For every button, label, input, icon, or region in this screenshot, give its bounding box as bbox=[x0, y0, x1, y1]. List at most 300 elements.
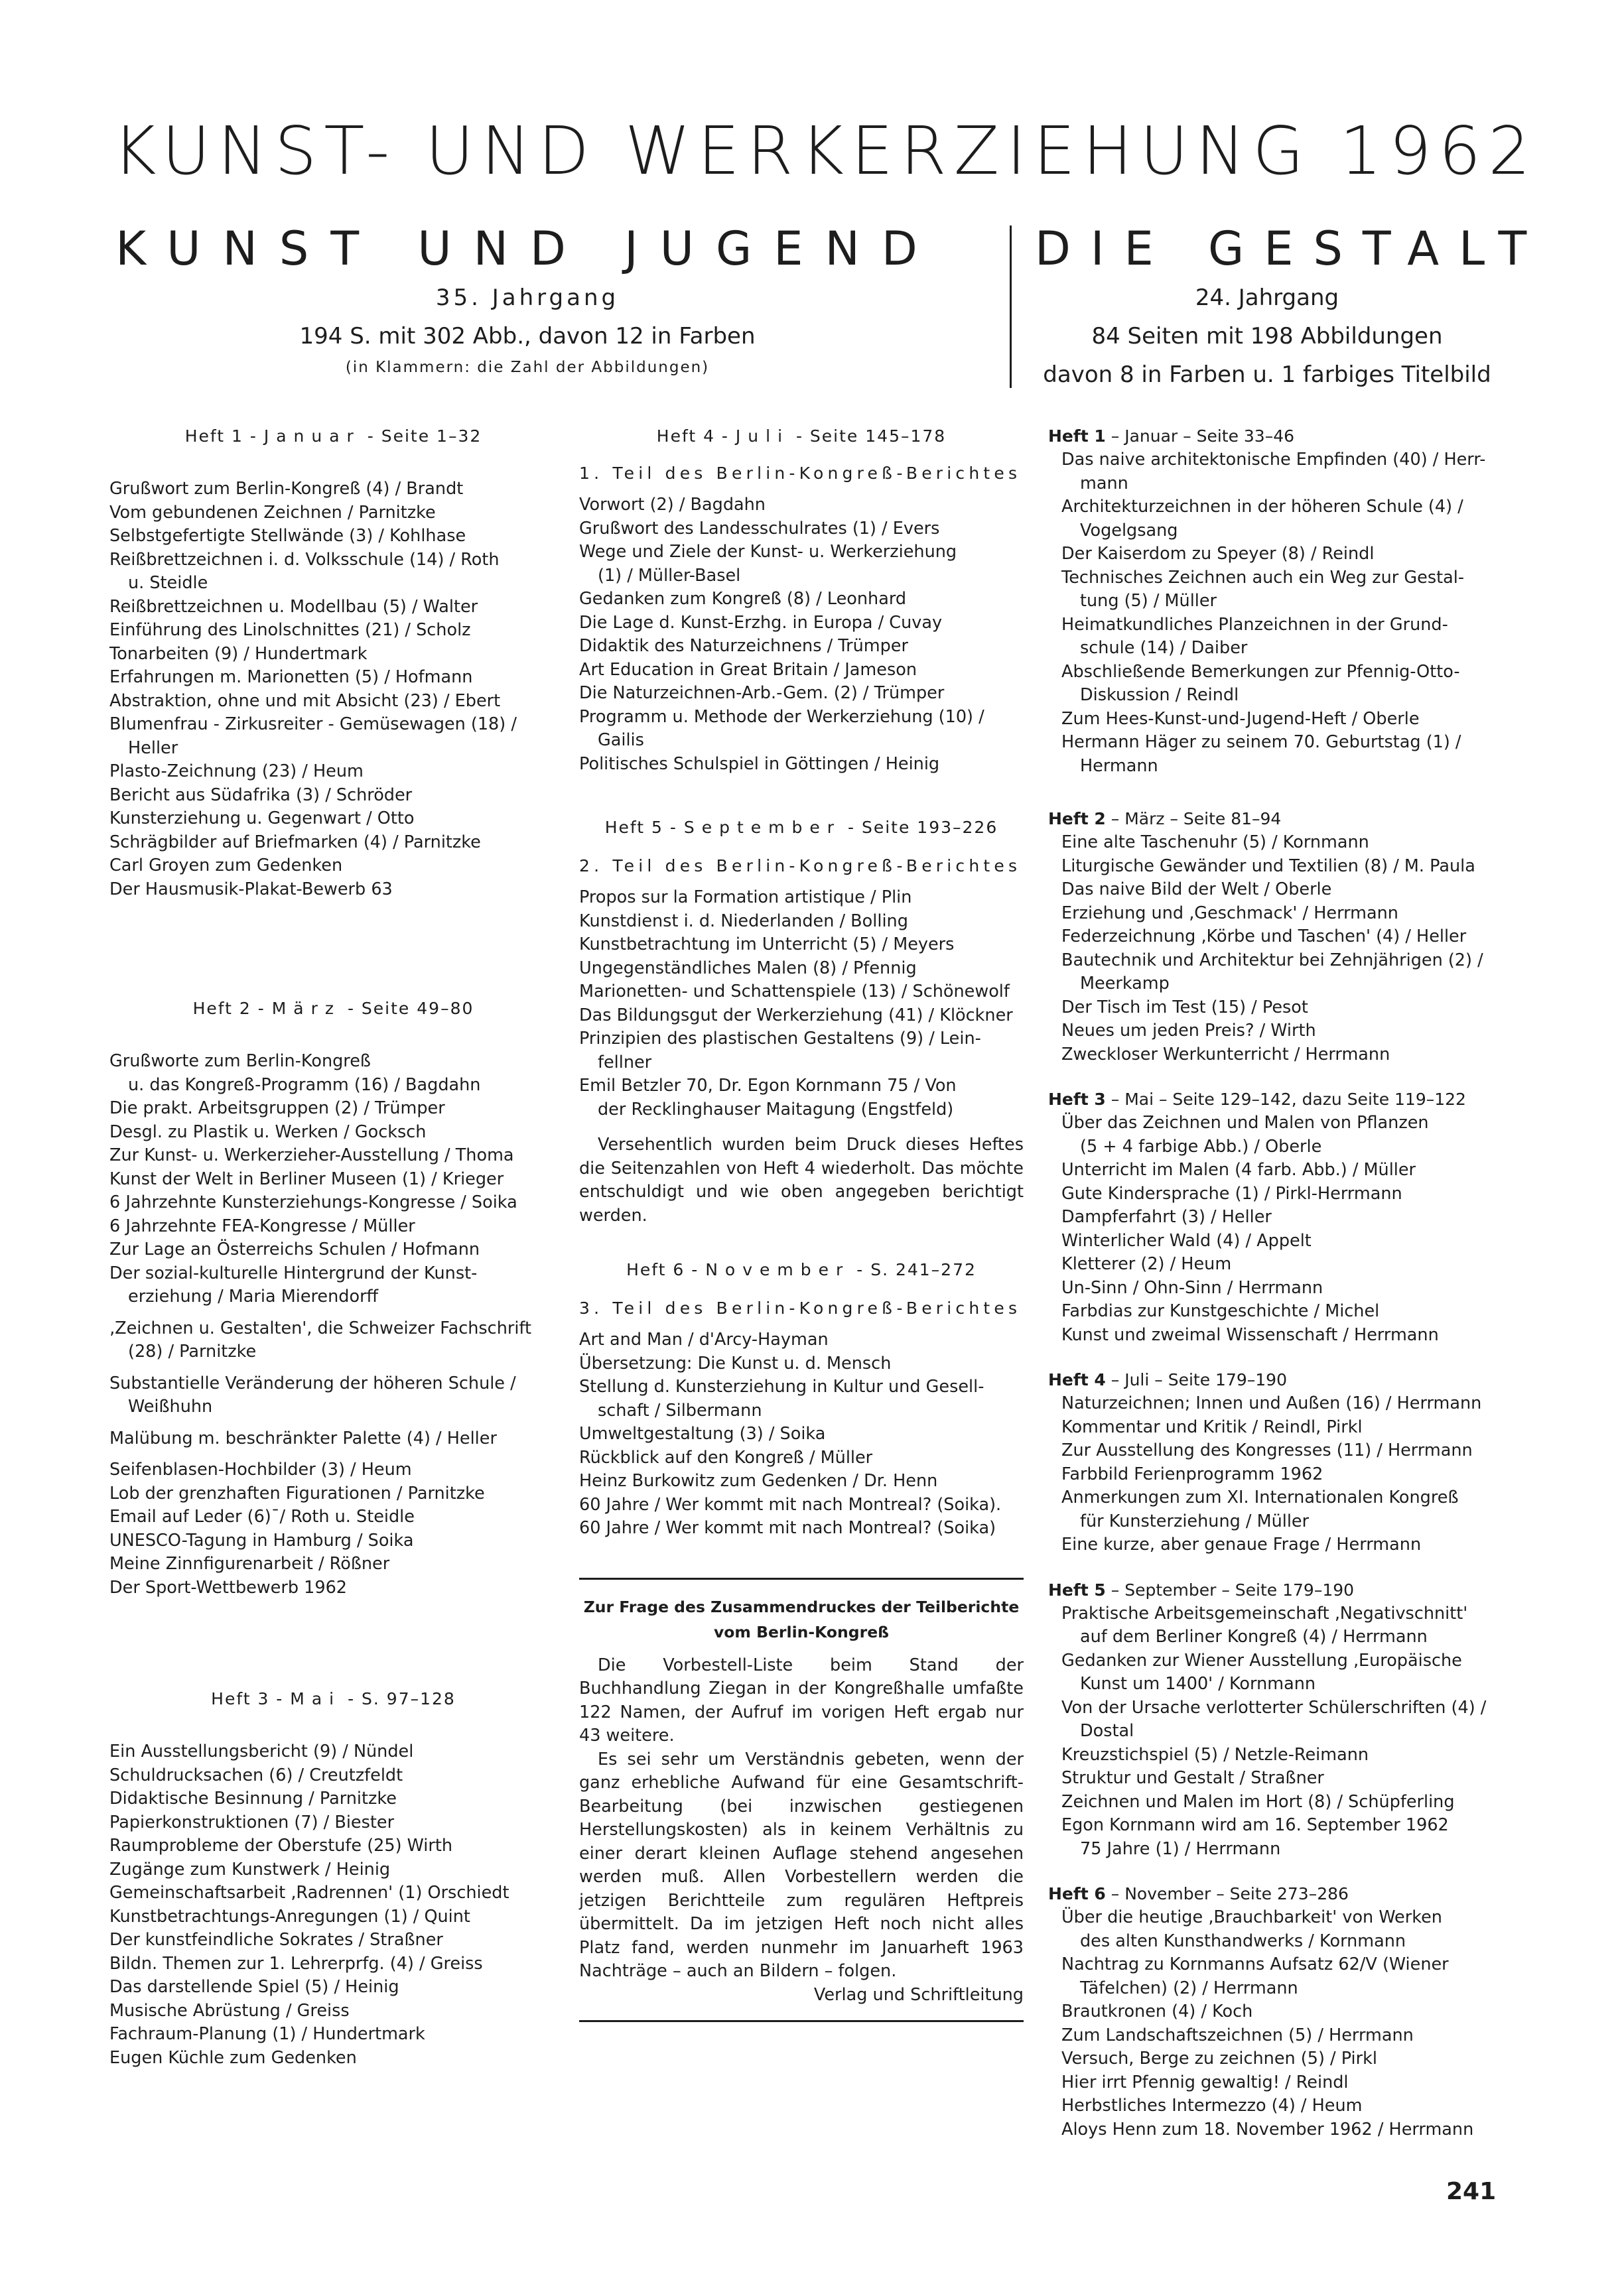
list-item-text: Schrägbilder auf Briefmarken (4) / Parnitzke bbox=[109, 832, 481, 852]
list-item bbox=[1048, 1486, 1489, 1533]
kuj-heft-4-heading: Heft 4 - Juli - Seite 145–178 bbox=[656, 426, 947, 446]
list-item-text: Kunsterziehung u. Gegenwart / Otto bbox=[109, 808, 415, 828]
list-item-text: Eine alte Taschenuhr (5) / Kornmann bbox=[1061, 832, 1369, 852]
list-item bbox=[579, 1517, 1024, 1541]
list-item-text: Heinz Burkowitz zum Gedenken / Dr. Henn bbox=[579, 1471, 938, 1491]
list-item bbox=[109, 1121, 557, 1145]
list-item bbox=[579, 1074, 1024, 1121]
list-item-text: Bildn. Themen zur 1. Lehrerprfg. (4) / Greiss bbox=[109, 1953, 483, 1974]
list-item-text: Zur Kunst- u. Werkerzieher-Ausstellung / Thoma bbox=[109, 1145, 514, 1165]
list-item-continuation: fellner bbox=[598, 1052, 652, 1072]
list-item-text: Fachraum-Planung (1) / Hundertmark bbox=[109, 2024, 425, 2044]
list-item-continuation: schaft / Silbermann bbox=[598, 1400, 762, 1421]
list-item bbox=[1048, 1767, 1489, 1791]
list-item bbox=[109, 1529, 557, 1553]
list-item-text: Email auf Leder (6)¯/ Roth u. Steidle bbox=[109, 1507, 415, 1527]
list-item bbox=[1048, 1392, 1489, 1416]
list-item-text: Gedanken zum Kongreß (8) / Leonhard bbox=[579, 589, 907, 609]
list-item bbox=[109, 1787, 557, 1811]
list-item-continuation: Hermann bbox=[1080, 755, 1158, 776]
list-item-text: Das Bildungsgut der Werkerziehung (41) / Klöckner bbox=[579, 1005, 1013, 1025]
list-item bbox=[579, 1328, 1024, 1352]
list-item-text: Übersetzung: Die Kunst u. d. Mensch bbox=[579, 1353, 892, 1373]
list-item bbox=[1048, 2000, 1489, 2024]
list-item-text: Grußworte zum Berlin-Kongreß bbox=[109, 1051, 371, 1071]
main-title: KUNST- UND WERKERZIEHUNG 1962 bbox=[113, 112, 1538, 190]
list-item bbox=[109, 1576, 557, 1600]
list-item-text: Struktur und Gestalt / Straßner bbox=[1061, 1768, 1324, 1788]
list-item bbox=[109, 1764, 557, 1788]
list-item-text: Propos sur la Formation artistique / Plin bbox=[579, 887, 912, 907]
list-item-text: Die Naturzeichnen-Arb.-Gem. (2) / Trümper bbox=[579, 683, 945, 703]
list-item-continuation: Gailis bbox=[598, 730, 644, 750]
list-item-text: Blumenfrau - Zirkusreiter - Gemüsewagen (18) / bbox=[109, 714, 517, 734]
list-item bbox=[1048, 2071, 1489, 2095]
die-gestalt-volume: 24. Jahrgang bbox=[1195, 285, 1339, 311]
list-item-text: Kunst und zweimal Wissenschaft / Herrmann bbox=[1061, 1324, 1439, 1345]
notice-paragraph-1: Die Vorbestell-Liste beim Stand der Buchhandlung Ziegan in der Kongreßhalle umfaßte 122 Namen, der Aufruf im vorigen Heft ergab nur 43 weitere. bbox=[579, 1655, 1024, 1746]
list-item-text: Der Kaiserdom zu Speyer (8) / Reindl bbox=[1061, 544, 1375, 564]
gestalt-column bbox=[1048, 424, 1489, 2141]
list-item bbox=[1048, 731, 1489, 778]
list-item-text: Kunstbetrachtung im Unterricht (5) / Meyers bbox=[579, 934, 955, 954]
list-item-continuation: des alten Kunsthandwerks / Kornmann bbox=[1080, 1931, 1406, 1951]
list-item-text: Zugänge zum Kunstwerk / Heinig bbox=[109, 1859, 391, 1880]
list-item-text: Das darstellende Spiel (5) / Heinig bbox=[109, 1977, 399, 1997]
list-item bbox=[1048, 1043, 1489, 1067]
list-item bbox=[1048, 831, 1489, 855]
kuj-heft-3-list bbox=[109, 1740, 557, 2070]
list-item-text: Kunst der Welt in Berliner Museen (1) / Krieger bbox=[109, 1169, 504, 1189]
list-item-text: Federzeichnung ‚Körbe und Taschen' (4) / Heller bbox=[1061, 926, 1467, 946]
list-item-continuation: Täfelchen) (2) / Herrmann bbox=[1080, 1978, 1298, 1998]
list-item-text: Selbstgefertigte Stellwände (3) / Kohlhase bbox=[109, 526, 466, 546]
list-item-text: Die Lage d. Kunst-Erzhg. in Europa / Cuvay bbox=[579, 612, 943, 633]
list-item bbox=[579, 933, 1024, 957]
list-item-text: Gedanken zur Wiener Ausstellung ‚Europäische bbox=[1061, 1650, 1462, 1671]
list-item-continuation: tung (5) / Müller bbox=[1080, 591, 1217, 611]
list-item bbox=[579, 1375, 1024, 1423]
list-item-text: Farbbild Ferienprogramm 1962 bbox=[1061, 1464, 1323, 1484]
list-item bbox=[109, 501, 557, 525]
list-item-text: Architekturzeichnen in der höheren Schule (4) / bbox=[1061, 497, 1463, 517]
list-item-text: Un-Sinn / Ohn-Sinn / Herrmann bbox=[1061, 1277, 1323, 1298]
gestalt-heft-5-heading: Heft 5 – September – Seite 179–190 bbox=[1048, 1580, 1355, 1600]
list-item-text: Herbstliches Intermezzo (4) / Heum bbox=[1061, 2096, 1363, 2116]
list-item bbox=[1048, 708, 1489, 732]
list-item bbox=[1048, 2118, 1489, 2142]
list-item-continuation: erziehung / Maria Mierendorff bbox=[128, 1287, 379, 1307]
list-item bbox=[1048, 661, 1489, 708]
list-item bbox=[1048, 1182, 1489, 1206]
list-item-text: Erfahrungen m. Marionetten (5) / Hofmann bbox=[109, 667, 473, 687]
gestalt-heft-3-heading: Heft 3 – Mai – Seite 129–142, dazu Seite 119–122 bbox=[1048, 1090, 1466, 1109]
list-item bbox=[1048, 2024, 1489, 2048]
list-item-continuation: Meerkamp bbox=[1080, 974, 1170, 993]
list-item bbox=[1048, 448, 1489, 495]
list-item bbox=[109, 525, 557, 548]
list-item-text: Hier irrt Pfennig gewaltig! / Reindl bbox=[1061, 2072, 1349, 2092]
list-item-text: Meine Zinnfigurenarbeit / Rößner bbox=[109, 1554, 390, 1574]
list-item-text: Marionetten- und Schattenspiele (13) / Schönewolf bbox=[579, 982, 1010, 1001]
list-item-text: Vom gebundenen Zeichnen / Parnitzke bbox=[109, 502, 436, 523]
list-item-text: Über das Zeichnen und Malen von Pflanzen bbox=[1061, 1113, 1429, 1133]
list-item-text: Ungegenständliches Malen (8) / Pfennig bbox=[579, 958, 917, 978]
list-item bbox=[109, 1215, 557, 1239]
list-item-text: Substantielle Veränderung der höheren Schule / bbox=[109, 1373, 516, 1393]
list-item bbox=[109, 548, 557, 596]
list-item bbox=[579, 753, 1024, 777]
list-item-continuation: schule (14) / Daiber bbox=[1080, 638, 1248, 658]
list-item bbox=[579, 980, 1024, 1004]
list-item-text: Nachtrag zu Kornmanns Aufsatz 62/V (Wiener bbox=[1061, 1954, 1449, 1974]
list-item-text: Musische Abrüstung / Greiss bbox=[109, 2000, 350, 2021]
list-item bbox=[579, 682, 1024, 706]
gestalt-heft-6-heading: Heft 6 – November – Seite 273–286 bbox=[1048, 1884, 1349, 1903]
list-item bbox=[109, 784, 557, 808]
list-item-text: Rückblick auf den Kongreß / Müller bbox=[579, 1447, 873, 1468]
list-item bbox=[109, 1929, 557, 1952]
list-item-text: 60 Jahre / Wer kommt mit nach Montreal? (Soika). bbox=[579, 1494, 1002, 1515]
list-item-text: Hermann Häger zu seinem 70. Geburtstag (1) / bbox=[1061, 732, 1461, 752]
list-item-text: Heimatkundliches Planzeichnen in der Grund- bbox=[1061, 614, 1448, 635]
list-item-text: ‚Zeichnen u. Gestalten', die Schweizer Fachschrift bbox=[109, 1318, 531, 1338]
list-item bbox=[1048, 1324, 1489, 1348]
kuj-heft-6-heading: Heft 6 - November - S. 241–272 bbox=[626, 1260, 977, 1279]
list-item-text: Zur Lage an Österreichs Schulen / Hofmann bbox=[109, 1240, 480, 1259]
list-item bbox=[109, 878, 557, 902]
list-item-text: Abstraktion, ohne und mit Absicht (23) / Ebert bbox=[109, 690, 501, 711]
kuj-column-left bbox=[109, 424, 557, 2070]
list-item bbox=[109, 760, 557, 784]
list-item-text: Gemeinschaftsarbeit ‚Radrennen' (1) Orschiedt bbox=[109, 1883, 509, 1903]
list-item bbox=[1048, 1649, 1489, 1696]
list-item-text: Der sozial-kulturelle Hintergrund der Kunst- bbox=[109, 1263, 478, 1283]
list-item bbox=[109, 2000, 557, 2023]
notice-title: Zur Frage des Zusammendruckes der Teilberichte vom Berlin-Kongreß bbox=[583, 1597, 1020, 1641]
list-item-text: Kunstdienst i. d. Niederlanden / Bolling bbox=[579, 911, 908, 931]
list-item-text: Zeichnen und Malen im Hort (8) / Schüpferling bbox=[1061, 1791, 1455, 1812]
kunst-und-jugend-note: (in Klammern: die Zahl der Abbildungen) bbox=[345, 359, 710, 376]
list-item-text: Didaktik des Naturzeichnens / Trümper bbox=[579, 636, 908, 656]
list-item bbox=[109, 643, 557, 667]
list-item bbox=[1048, 1744, 1489, 1767]
list-item-text: Art and Man / d'Arcy-Hayman bbox=[579, 1330, 829, 1350]
list-item-text: Ein Ausstellungsbericht (9) / Nündel bbox=[109, 1742, 414, 1761]
kuj-heft-4-list bbox=[579, 493, 1024, 776]
list-item bbox=[109, 690, 557, 714]
list-item-text: Kommentar und Kritik / Reindl, Pirkl bbox=[1061, 1417, 1363, 1437]
list-item bbox=[579, 886, 1024, 910]
list-item-continuation: Dostal bbox=[1080, 1721, 1134, 1741]
list-item bbox=[109, 807, 557, 831]
list-item-text: Egon Kornmann wird am 16. September 1962 bbox=[1061, 1815, 1449, 1835]
kuj-heft-1-heading: Heft 1 - Januar - Seite 1–32 bbox=[184, 426, 482, 446]
list-item-text: Reißbrettzeichnen i. d. Volksschule (14) / Roth bbox=[109, 549, 500, 570]
list-item bbox=[109, 1905, 557, 1929]
list-item bbox=[109, 1238, 557, 1262]
die-gestalt-header bbox=[1035, 219, 1547, 394]
gestalt-heft-2-heading: Heft 2 – März – Seite 81–94 bbox=[1048, 809, 1282, 828]
list-item-text: Seifenblasen-Hochbilder (3) / Heum bbox=[109, 1460, 412, 1480]
list-item bbox=[109, 1553, 557, 1576]
list-item bbox=[1048, 1019, 1489, 1043]
notice-signature: Verlag und Schriftleitung bbox=[813, 1984, 1024, 2005]
kuj-heft-2-heading: Heft 2 - März - Seite 49–80 bbox=[192, 999, 474, 1018]
list-item bbox=[1048, 1300, 1489, 1324]
list-item bbox=[109, 2047, 557, 2071]
list-item-text: Didaktische Besinnung / Parnitzke bbox=[109, 1789, 397, 1809]
list-item-text: Grußwort zum Berlin-Kongreß (4) / Brandt bbox=[109, 479, 464, 499]
list-item-text: Brautkronen (4) / Koch bbox=[1061, 2002, 1253, 2021]
list-item-text: Kreuzstichspiel (5) / Netzle-Reimann bbox=[1061, 1744, 1369, 1765]
notice-paragraph-2: Es sei sehr um Verständnis gebeten, wenn der ganz erhebliche Aufwand für eine Gesamtschrift-Bearbeitung (bei inzwischen gestiegenen Herstellungskosten) als in keinem Verhältnis zu einer derart kleinen Auflage stehend angesehen werden muß. Allen Vorbestellern werden die jetzigen Berichtteile zum regulären Heftpreis übermittelt. Da im jetzigen Heft noch nicht alles Platz fand, werden nunmehr im Januarheft 1963 Nachträge – auch an Bildern – folgen. bbox=[579, 1749, 1024, 1981]
die-gestalt-title: DIE GESTALT bbox=[1035, 222, 1547, 276]
list-item-text: Eine kurze, aber genaue Frage / Herrmann bbox=[1061, 1535, 1422, 1555]
kuj-heft-3-heading: Heft 3 - Mai - S. 97–128 bbox=[211, 1689, 456, 1708]
list-item bbox=[109, 478, 557, 501]
list-item-text: Das naive architektonische Empfinden (40) / Herr- bbox=[1061, 450, 1486, 470]
list-item-text: Papierkonstruktionen (7) / Biester bbox=[109, 1812, 395, 1832]
list-item-text: Programm u. Methode der Werkerziehung (10) / bbox=[579, 706, 984, 727]
list-item-text: Der kunstfeindliche Sokrates / Straßner bbox=[109, 1930, 443, 1950]
list-item bbox=[1048, 1602, 1489, 1649]
list-item bbox=[1048, 1416, 1489, 1440]
list-item bbox=[1048, 1953, 1489, 2000]
list-item-text: Zum Landschaftszeichnen (5) / Herrmann bbox=[1061, 2025, 1414, 2045]
list-item bbox=[1048, 1791, 1489, 1815]
list-item-text: Malübung m. beschränkter Palette (4) / Heller bbox=[109, 1428, 497, 1448]
kuj-heft-5-list bbox=[579, 886, 1024, 1121]
list-item bbox=[109, 1050, 557, 1097]
list-item-text: 6 Jahrzehnte FEA-Kongresse / Müller bbox=[109, 1216, 415, 1236]
list-item-text: Schuldrucksachen (6) / Creutzfeldt bbox=[109, 1765, 403, 1785]
list-item bbox=[109, 1858, 557, 1882]
gestalt-issue-list bbox=[1048, 424, 1489, 2141]
list-item-continuation: 75 Jahre (1) / Herrmann bbox=[1080, 1838, 1281, 1859]
page-number: 241 bbox=[1446, 2178, 1497, 2205]
list-item bbox=[109, 1372, 557, 1419]
list-item bbox=[109, 1097, 557, 1121]
list-item-text: Carl Groyen zum Gedenken bbox=[109, 856, 343, 875]
list-item bbox=[109, 1881, 557, 1905]
die-gestalt-colors: davon 8 in Farben u. 1 farbiges Titelbild bbox=[1043, 361, 1491, 388]
list-item-continuation: auf dem Berliner Kongreß (4) / Herrmann bbox=[1080, 1627, 1428, 1647]
list-item bbox=[109, 1317, 557, 1364]
list-item-text: 6 Jahrzehnte Kunsterziehungs-Kongresse / Soika bbox=[109, 1192, 517, 1212]
die-gestalt-pages: 84 Seiten mit 198 Abbildungen bbox=[1091, 323, 1443, 350]
list-item bbox=[109, 596, 557, 619]
list-item-text: Prinzipien des plastischen Gestaltens (9) / Lein- bbox=[579, 1029, 981, 1049]
list-item bbox=[109, 1811, 557, 1835]
list-item bbox=[109, 1740, 557, 1764]
list-item-text: Farbdias zur Kunstgeschichte / Michel bbox=[1061, 1301, 1380, 1321]
list-item-text: Lob der grenzhaften Figurationen / Parnitzke bbox=[109, 1483, 485, 1503]
list-item-text: Desgl. zu Plastik u. Werken / Gocksch bbox=[109, 1121, 427, 1142]
list-item-continuation: für Kunsterziehung / Müller bbox=[1080, 1511, 1310, 1531]
kunst-und-jugend-title: KUNST UND JUGEND bbox=[115, 222, 939, 276]
list-item bbox=[1048, 1696, 1489, 1744]
list-item-text: Zum Hees-Kunst-und-Jugend-Heft / Oberle bbox=[1061, 708, 1420, 729]
list-item bbox=[1048, 996, 1489, 1020]
list-item bbox=[1048, 495, 1489, 542]
list-item bbox=[1048, 1230, 1489, 1253]
list-item-text: Eugen Küchle zum Gedenken bbox=[109, 2047, 357, 2068]
list-item bbox=[1048, 1277, 1489, 1301]
list-item bbox=[109, 2023, 557, 2047]
list-item-text: Winterlicher Wald (4) / Appelt bbox=[1061, 1230, 1312, 1251]
list-item bbox=[1048, 925, 1489, 949]
list-item-text: Umweltgestaltung (3) / Soika bbox=[579, 1424, 826, 1444]
list-item bbox=[1048, 855, 1489, 879]
list-item-text: Der Tisch im Test (15) / Pesot bbox=[1061, 997, 1308, 1017]
list-item-text: Reißbrettzeichnen u. Modellbau (5) / Walter bbox=[109, 596, 478, 617]
list-item bbox=[1048, 1533, 1489, 1557]
list-item-text: Grußwort des Landesschulrates (1) / Evers bbox=[579, 518, 940, 539]
kuj-heft-1-list bbox=[109, 478, 557, 901]
list-item bbox=[579, 493, 1024, 517]
list-item bbox=[1048, 949, 1489, 996]
list-item-text: Wege und Ziele der Kunst- u. Werkerziehung bbox=[579, 542, 957, 562]
list-item-text: Naturzeichnen; Innen und Außen (16) / Herrmann bbox=[1061, 1393, 1482, 1413]
list-item-continuation: Diskussion / Reindl bbox=[1080, 685, 1239, 705]
list-item-text: Erziehung und ‚Geschmack' / Herrmann bbox=[1061, 903, 1398, 923]
list-item bbox=[109, 1505, 557, 1529]
list-item bbox=[109, 713, 557, 760]
list-item bbox=[579, 611, 1024, 635]
list-item bbox=[1048, 2094, 1489, 2118]
list-item bbox=[1048, 1112, 1489, 1159]
list-item-text: Die prakt. Arbeitsgruppen (2) / Trümper bbox=[109, 1098, 445, 1118]
list-item-text: Bericht aus Südafrika (3) / Schröder bbox=[109, 785, 413, 805]
list-item bbox=[1048, 613, 1489, 661]
list-item-text: Stellung d. Kunsterziehung in Kultur und Gesell- bbox=[579, 1377, 984, 1397]
list-item bbox=[109, 619, 557, 643]
list-item bbox=[1048, 542, 1489, 566]
list-item bbox=[579, 517, 1024, 541]
list-item-text: Raumprobleme der Oberstufe (25) Wirth bbox=[109, 1836, 453, 1856]
list-item-text: Neues um jeden Preis? / Wirth bbox=[1061, 1021, 1316, 1041]
list-item-continuation: (5 + 4 farbige Abb.) / Oberle bbox=[1080, 1136, 1322, 1157]
list-item bbox=[109, 1834, 557, 1858]
list-item-text: Zweckloser Werkunterricht / Herrmann bbox=[1061, 1044, 1390, 1064]
list-item bbox=[1048, 902, 1489, 926]
list-item bbox=[109, 1191, 557, 1215]
list-item-text: Abschließende Bemerkungen zur Pfennig-Otto- bbox=[1061, 661, 1460, 682]
kuj-heft-4-series: 1. Teil des Berlin-Kongreß-Berichtes bbox=[579, 464, 1022, 483]
list-item bbox=[1048, 878, 1489, 902]
kuj-heft-2-list bbox=[109, 1050, 557, 1600]
kunst-und-jugend-pages: 194 S. mit 302 Abb., davon 12 in Farben bbox=[299, 323, 756, 350]
gestalt-heft-1-heading: Heft 1 – Januar – Seite 33–46 bbox=[1048, 426, 1295, 446]
list-item-continuation: Vogelgsang bbox=[1080, 520, 1178, 541]
list-item-text: UNESCO-Tagung in Hamburg / Soika bbox=[109, 1530, 414, 1551]
list-item-text: Liturgische Gewänder und Textilien (8) / M. Paula bbox=[1061, 856, 1475, 876]
kuj-heft-6-list bbox=[579, 1328, 1024, 1541]
list-item bbox=[109, 1976, 557, 2000]
list-item bbox=[579, 1004, 1024, 1028]
list-item bbox=[109, 1482, 557, 1506]
list-item bbox=[1048, 1814, 1489, 1861]
list-item-continuation: u. Steidle bbox=[128, 573, 208, 593]
list-item bbox=[1048, 1253, 1489, 1277]
kuj-heft-5-series: 2. Teil des Berlin-Kongreß-Berichtes bbox=[579, 856, 1022, 875]
kunst-und-jugend-volume: 35. Jahrgang bbox=[435, 285, 620, 311]
list-item bbox=[579, 910, 1024, 934]
list-item bbox=[1048, 1206, 1489, 1230]
list-item bbox=[579, 1446, 1024, 1470]
list-item-text: Das naive Bild der Welt / Oberle bbox=[1061, 879, 1332, 899]
list-item bbox=[579, 1027, 1024, 1074]
list-item-continuation: (1) / Müller-Basel bbox=[598, 565, 741, 586]
list-item-text: Dampferfahrt (3) / Heller bbox=[1061, 1207, 1272, 1227]
kunst-und-jugend-header bbox=[100, 219, 955, 379]
list-item bbox=[1048, 566, 1489, 613]
list-item-continuation: Heller bbox=[128, 737, 178, 758]
list-item-text: Technisches Zeichnen auch ein Weg zur Gestal- bbox=[1061, 567, 1465, 588]
list-item-text: Der Hausmusik-Plakat-Bewerb 63 bbox=[109, 879, 393, 899]
gestalt-heft-4-heading: Heft 4 – Juli – Seite 179–190 bbox=[1048, 1370, 1287, 1389]
list-item bbox=[579, 541, 1024, 588]
list-item-continuation: Kunst um 1400' / Kornmann bbox=[1080, 1674, 1316, 1694]
list-item-text: Aloys Henn zum 18. November 1962 / Herrmann bbox=[1061, 2119, 1474, 2139]
list-item-continuation: u. das Kongreß-Programm (16) / Bagdahn bbox=[128, 1074, 481, 1095]
kuj-heft-5-note: Versehentlich wurden beim Druck dieses Heftes die Seitenzahlen von Heft 4 wiederholt. Das möchte entschuldigt und wie oben angegeben berichtigt werden. bbox=[579, 1135, 1024, 1226]
list-item-text: Praktische Arbeitsgemeinschaft ‚Negativschnitt' bbox=[1061, 1603, 1468, 1624]
list-item bbox=[1048, 1439, 1489, 1463]
list-item bbox=[579, 957, 1024, 981]
list-item bbox=[1048, 1463, 1489, 1487]
list-item bbox=[1048, 2047, 1489, 2071]
list-item bbox=[579, 635, 1024, 659]
list-item-text: Art Education in Great Britain / Jameson bbox=[579, 659, 917, 680]
list-item-text: Plasto-Zeichnung (23) / Heum bbox=[109, 761, 364, 781]
list-item-text: Emil Betzler 70, Dr. Egon Kornmann 75 / Von bbox=[579, 1076, 957, 1096]
kuj-heft-6-series: 3. Teil des Berlin-Kongreß-Berichtes bbox=[579, 1299, 1022, 1318]
list-item bbox=[109, 831, 557, 855]
list-item-text: Versuch, Berge zu zeichnen (5) / Pirkl bbox=[1061, 2049, 1377, 2069]
list-item-continuation: (28) / Parnitzke bbox=[128, 1342, 257, 1362]
list-item-text: Politisches Schulspiel in Göttingen / Heinig bbox=[579, 753, 940, 774]
list-item bbox=[579, 588, 1024, 611]
list-item bbox=[579, 706, 1024, 753]
list-item-text: Gute Kindersprache (1) / Pirkl-Herrmann bbox=[1061, 1183, 1402, 1204]
list-item bbox=[109, 1168, 557, 1192]
list-item-text: Tonarbeiten (9) / Hundertmark bbox=[109, 643, 368, 664]
list-item bbox=[1048, 1159, 1489, 1182]
list-item-text: Einführung des Linolschnittes (21) / Scholz bbox=[109, 620, 471, 640]
list-item-continuation: der Recklinghauser Maitagung (Engstfeld) bbox=[598, 1099, 954, 1119]
list-item-text: Kletterer (2) / Heum bbox=[1061, 1254, 1232, 1274]
list-item bbox=[109, 1952, 557, 1976]
list-item-text: Von der Ursache verlotterter Schülerschriften (4) / bbox=[1061, 1697, 1487, 1718]
list-item-text: Unterricht im Malen (4 farb. Abb.) / Müller bbox=[1061, 1160, 1416, 1180]
kuj-heft-5-heading: Heft 5 - September - Seite 193–226 bbox=[604, 818, 998, 837]
list-item bbox=[109, 1427, 557, 1451]
list-item bbox=[579, 659, 1024, 682]
list-item bbox=[109, 1144, 557, 1168]
list-item-text: Kunstbetrachtungs-Anregungen (1) / Quint bbox=[109, 1906, 470, 1927]
list-item-text: Zur Ausstellung des Kongresses (11) / Herrmann bbox=[1061, 1440, 1473, 1460]
list-item bbox=[1048, 1906, 1489, 1953]
list-item-continuation: mann bbox=[1080, 473, 1128, 493]
list-item-text: Vorwort (2) / Bagdahn bbox=[579, 495, 766, 515]
list-item bbox=[579, 1494, 1024, 1517]
list-item-text: 60 Jahre / Wer kommt mit nach Montreal? (Soika) bbox=[579, 1518, 996, 1538]
kuj-column-middle bbox=[579, 424, 1024, 2022]
list-item bbox=[109, 1262, 557, 1309]
list-item bbox=[579, 1423, 1024, 1446]
